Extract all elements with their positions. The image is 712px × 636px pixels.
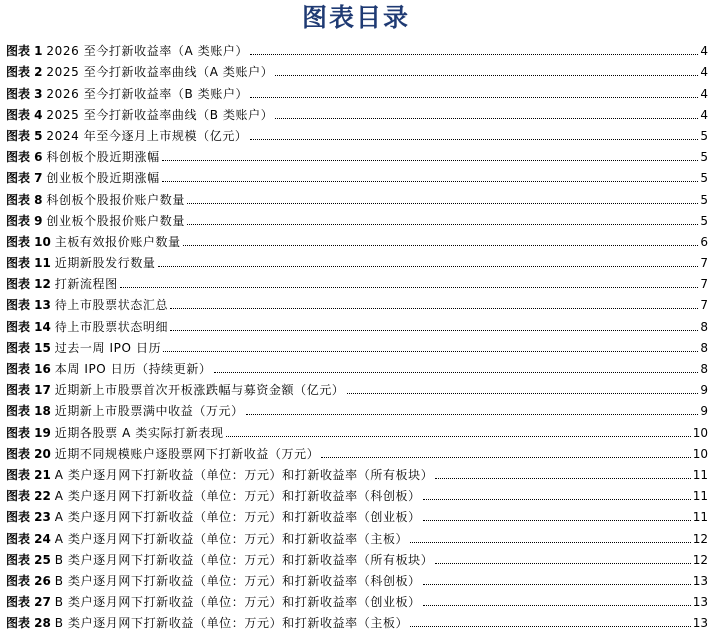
toc-entry[interactable] (6, 165, 708, 186)
toc-entry[interactable] (6, 335, 708, 356)
entry-page-number: 4 (700, 86, 708, 101)
entry-title: 2025 至今打新收益率曲线（B 类账户） (46, 107, 274, 122)
dot-leader (183, 245, 698, 246)
entry-page-number: 11 (692, 467, 708, 482)
entry-page-number: 9 (700, 404, 708, 419)
entry-title: A 类户逐月网下打新收益（单位：万元）和打新收益率（创业板） (54, 510, 421, 525)
toc-entry[interactable] (6, 356, 708, 377)
entry-page-number: 13 (692, 595, 708, 610)
toc-entry[interactable] (6, 229, 708, 250)
dot-leader (250, 97, 698, 98)
entry-label: 图表 27 (6, 595, 51, 610)
entry-title: 科创板个股近期涨幅 (46, 150, 160, 165)
toc-entry[interactable] (6, 80, 708, 101)
entry-title: A 类户逐月网下打新收益（单位：万元）和打新收益率（所有板块） (54, 467, 434, 482)
toc-entry[interactable] (6, 250, 708, 271)
entry-label: 图表 1 (6, 44, 43, 59)
entry-title: 创业板个股近期涨幅 (46, 171, 160, 186)
entry-label: 图表 8 (6, 192, 43, 207)
dot-leader (246, 414, 698, 415)
entry-label: 图表 26 (6, 573, 51, 588)
page-title: 图表目录 (301, 3, 410, 32)
toc-entry[interactable] (6, 102, 708, 123)
entry-title: 2026 至今打新收益率（A 类账户） (46, 44, 249, 59)
toc-entry[interactable] (6, 292, 708, 313)
entry-page-number: 12 (692, 531, 708, 546)
entry-label: 图表 17 (6, 383, 51, 398)
toc-entry[interactable] (6, 398, 708, 419)
entry-title: 2024 年至今逐月上市规模（亿元） (46, 128, 248, 143)
entry-page-number: 5 (700, 213, 708, 228)
dot-leader (163, 351, 698, 352)
toc-entry[interactable] (6, 441, 708, 462)
entry-title: 主板有效报价账户数量 (54, 234, 181, 249)
entry-page-number: 4 (700, 65, 708, 80)
entry-title: A 类户逐月网下打新收益（单位：万元）和打新收益率（主板） (54, 531, 409, 546)
toc-entry[interactable] (6, 59, 708, 80)
toc-entry[interactable] (6, 271, 708, 292)
dot-leader (423, 520, 691, 521)
toc-entry[interactable] (6, 377, 708, 398)
dot-leader (162, 181, 698, 182)
entry-title: 本周 IPO 日历（持续更新） (54, 362, 212, 376)
entry-title: 2025 至今打新收益率曲线（A 类账户） (46, 65, 274, 80)
entry-page-number: 7 (700, 298, 708, 313)
dot-leader (162, 160, 698, 161)
dot-leader (226, 436, 691, 437)
entry-title: 待上市股票状态汇总 (54, 298, 169, 313)
entry-label: 图表 15 (6, 340, 51, 355)
entry-page-number: 13 (692, 616, 708, 631)
entry-label: 图表 24 (6, 531, 51, 546)
dot-leader (170, 308, 698, 309)
toc-entry[interactable] (6, 123, 708, 144)
entry-label: 图表 28 (6, 616, 51, 631)
dot-leader (250, 139, 698, 140)
entry-label: 图表 20 (6, 446, 51, 461)
entry-label: 图表 14 (6, 319, 51, 334)
entry-label: 图表 23 (6, 510, 51, 525)
entry-label: 图表 3 (6, 86, 43, 101)
entry-page-number: 5 (700, 192, 708, 207)
entry-label: 图表 19 (6, 425, 51, 440)
entry-title: 近期不同规模账户逐股票网下打新收益（万元） (54, 446, 320, 461)
entry-label: 图表 11 (6, 256, 51, 271)
dot-leader (435, 563, 690, 564)
toc-entry[interactable] (6, 419, 708, 440)
entry-label: 图表 4 (6, 107, 43, 122)
toc-entry[interactable] (6, 610, 708, 631)
entry-label: 图表 22 (6, 489, 51, 504)
dot-leader (410, 626, 691, 627)
entry-label: 图表 5 (6, 128, 43, 143)
entry-label: 图表 9 (6, 213, 43, 228)
entry-label: 图表 13 (6, 298, 51, 313)
dot-leader (423, 605, 691, 606)
dot-leader (347, 393, 698, 394)
toc-entry[interactable] (6, 504, 708, 525)
toc-entry[interactable] (6, 483, 708, 504)
entry-title: B 类户逐月网下打新收益（单位：万元）和打新收益率（主板） (54, 616, 409, 631)
entry-title: 近期各股票 A 类实际打新表现 (54, 425, 224, 440)
toc-entry[interactable] (6, 313, 708, 334)
entry-page-number: 13 (692, 573, 708, 588)
figure-list (6, 38, 708, 631)
toc-entry[interactable] (6, 525, 708, 546)
dot-leader (423, 584, 691, 585)
entry-page-number: 10 (692, 425, 708, 440)
toc-entry[interactable] (6, 547, 708, 568)
entry-label: 图表 2 (6, 65, 43, 80)
entry-title: 2026 至今打新收益率（B 类账户） (46, 86, 249, 101)
entry-page-number: 10 (692, 446, 708, 461)
entry-label: 图表 16 (6, 362, 51, 376)
entry-title: 近期新上市股票首次开板涨跌幅与募资金额（亿元） (54, 383, 345, 398)
entry-page-number: 7 (700, 256, 708, 271)
toc-entry[interactable] (6, 568, 708, 589)
entry-title: 创业板个股报价账户数量 (46, 213, 185, 228)
toc-entry[interactable] (6, 462, 708, 483)
dot-leader (321, 457, 690, 458)
entry-title: 近期新股发行数量 (54, 256, 156, 271)
entry-label: 图表 18 (6, 404, 51, 419)
dot-leader (423, 499, 691, 500)
dot-leader (120, 287, 698, 288)
entry-title: 近期新上市股票满中收益（万元） (54, 404, 244, 419)
dot-leader (250, 54, 698, 55)
entry-page-number: 11 (692, 489, 708, 504)
dot-leader (214, 372, 698, 373)
entry-title: 科创板个股报价账户数量 (46, 192, 185, 207)
entry-page-number: 12 (692, 552, 708, 567)
entry-page-number: 6 (700, 234, 708, 249)
entry-label: 图表 7 (6, 171, 43, 186)
entry-title: B 类户逐月网下打新收益（单位：万元）和打新收益率（所有板块） (54, 552, 434, 567)
entry-label: 图表 10 (6, 234, 51, 249)
entry-page-number: 5 (700, 171, 708, 186)
entry-page-number: 11 (692, 510, 708, 525)
entry-page-number: 8 (700, 340, 708, 355)
entry-title: A 类户逐月网下打新收益（单位：万元）和打新收益率（科创板） (54, 489, 421, 504)
entry-label: 图表 6 (6, 150, 43, 165)
dot-leader (275, 75, 698, 76)
entry-page-number: 4 (700, 44, 708, 59)
toc-entry[interactable] (6, 38, 708, 59)
entry-page-number: 5 (700, 150, 708, 165)
entry-page-number: 7 (700, 277, 708, 292)
entry-label: 图表 21 (6, 467, 51, 482)
toc-entry[interactable] (6, 144, 708, 165)
dot-leader (410, 542, 691, 543)
dot-leader (275, 118, 698, 119)
dot-leader (435, 478, 690, 479)
entry-label: 图表 12 (6, 277, 51, 292)
entry-title: 待上市股票状态明细 (54, 319, 169, 334)
dot-leader (187, 224, 698, 225)
toc-entry[interactable] (6, 186, 708, 207)
entry-page-number: 4 (700, 107, 708, 122)
entry-title: 过去一周 IPO 日历 (54, 340, 162, 355)
entry-page-number: 9 (700, 383, 708, 398)
entry-title: B 类户逐月网下打新收益（单位：万元）和打新收益率（科创板） (54, 573, 421, 588)
entry-title: 打新流程图 (54, 277, 118, 292)
dot-leader (187, 203, 698, 204)
toc-entry[interactable] (6, 589, 708, 610)
dot-leader (158, 266, 698, 267)
entry-title: B 类户逐月网下打新收益（单位：万元）和打新收益率（创业板） (54, 595, 421, 610)
toc-entry[interactable] (6, 208, 708, 229)
entry-page-number: 8 (700, 362, 708, 376)
dot-leader (170, 330, 698, 331)
entry-page-number: 5 (700, 128, 708, 143)
entry-label: 图表 25 (6, 552, 51, 567)
entry-page-number: 8 (700, 319, 708, 334)
